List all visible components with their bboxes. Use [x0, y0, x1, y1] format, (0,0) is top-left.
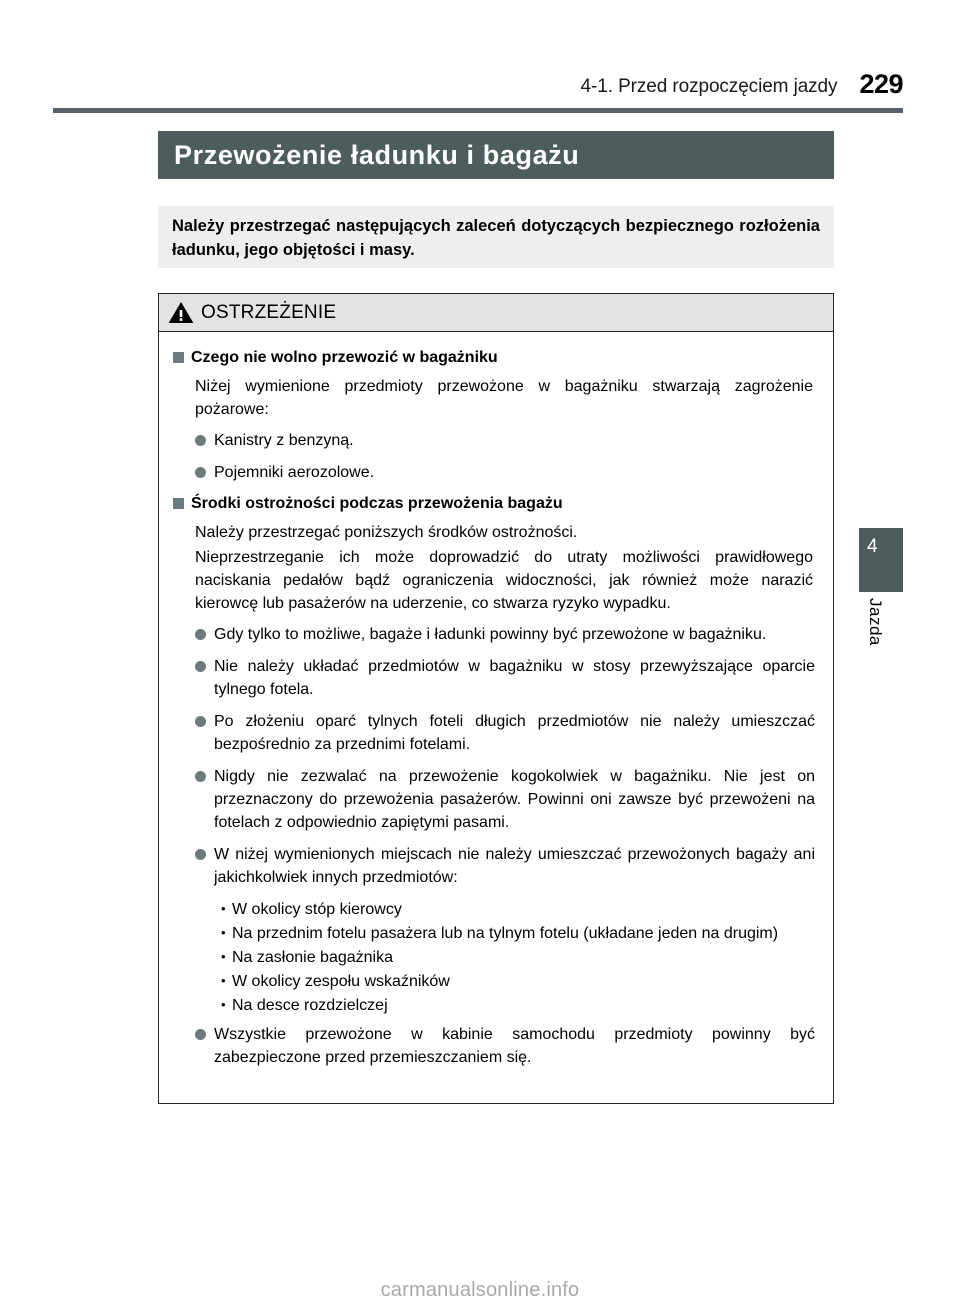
footer	[0, 1279, 960, 1302]
chapter-tab-box	[859, 528, 903, 592]
sub-list-item-label: Na przednim fotelu pasażera lub na tylnym fotelu (układane jeden na drugim)	[232, 925, 779, 942]
warning-subheading	[173, 493, 815, 514]
list-item-label: Gdy tylko to możliwe, bagaże i ładunki powinny być przewożone w bagażniku.	[214, 626, 767, 643]
square-bullet-icon	[173, 352, 184, 363]
warning-label: OSTRZEŻENIE	[201, 302, 337, 323]
chapter-tab-label	[859, 596, 903, 716]
list-item-label: W niżej wymienionych miejscach nie należy umieszczać przewożonych bagaży ani jakichkolwiek innych przedmiotów:	[214, 846, 815, 886]
list-item	[195, 623, 815, 646]
list-item-label: Wszystkie przewożone w kabinie samochodu przedmioty powinny być zabezpieczone przed przemieszczaniem się.	[214, 1026, 815, 1066]
warning-paragraph: Nieprzestrzeganie ich może doprowadzić do utraty możliwości prawidłowego naciskania pedałów bądź ograniczenia widoczności, jak również może narazić kierowcę lub pasażerów na uderzenie, co stwarza ryzyko wypadku.	[195, 549, 813, 612]
list-item-label: Nigdy nie zezwalać na przewożenie kogokolwiek w bagażniku. Nie jest on przeznaczony do przewożenia pasażerów. Powinni oni zawsze być przewożeni na fotelach z odpowiednio zapiętymi pasami.	[214, 768, 815, 831]
list-item	[195, 655, 815, 701]
header-divider-rule	[53, 108, 903, 113]
list-item	[195, 843, 815, 889]
list-item	[195, 765, 815, 834]
section-title-bar	[158, 131, 834, 179]
round-bullet-icon	[195, 849, 206, 860]
list-item	[195, 461, 815, 484]
sub-list	[221, 898, 815, 1017]
page-title: Przewożenie ładunku i bagażu	[174, 139, 580, 170]
round-bullet-icon	[195, 716, 206, 727]
round-bullet-icon	[195, 629, 206, 640]
warning-subheading-label: Środki ostrożności podczas przewożenia bagażu	[191, 495, 563, 512]
round-bullet-icon	[195, 1029, 206, 1040]
round-bullet-icon	[195, 467, 206, 478]
sub-list-item: • W okolicy stóp kierowcy	[221, 898, 815, 921]
list-item-label: Pojemniki aerozolowe.	[214, 464, 375, 481]
page-number: 229	[859, 69, 903, 99]
warning-box-body	[159, 332, 833, 1069]
warning-subheading-label: Czego nie wolno przewozić w bagażniku	[191, 349, 498, 366]
page-header	[53, 64, 903, 98]
round-bullet-icon	[195, 771, 206, 782]
intro-panel	[158, 206, 834, 268]
warning-triangle-icon	[168, 301, 194, 324]
sub-list-item: • Na desce rozdzielczej	[221, 994, 815, 1017]
round-bullet-icon	[195, 435, 206, 446]
header-section-title: 4-1. Przed rozpoczęciem jazdy	[580, 76, 838, 97]
square-bullet-icon	[173, 498, 184, 509]
list-item-label: Kanistry z benzyną.	[214, 432, 354, 449]
warning-paragraph: Należy przestrzegać poniższych środków ostrożności.	[195, 524, 578, 541]
warning-subheading	[173, 347, 815, 368]
warning-paragraph: Niżej wymienione przedmioty przewożone w bagażniku stwarzają zagrożenie pożarowe:	[195, 378, 813, 418]
chapter-tab-label-text: Jazda	[866, 598, 885, 646]
footer-watermark: carmanualsonline.info	[380, 1279, 580, 1301]
list-item	[195, 1023, 815, 1069]
list-item-label: Nie należy układać przedmiotów w bagażniku w stosy przewyższające oparcie tylnego fotela.	[214, 658, 815, 698]
list-item	[195, 710, 815, 756]
list-item	[195, 429, 815, 452]
list-item-label: Po złożeniu oparć tylnych foteli długich przedmiotów nie należy umieszczać bezpośrednio za przednimi fotelami.	[214, 713, 815, 753]
intro-text: Należy przestrzegać następujących zaleceń dotyczących bezpiecznego rozłożenia ładunku, jego objętości i masy.	[172, 217, 820, 259]
chapter-tab-number: 4	[867, 536, 878, 557]
warning-box-header	[159, 294, 833, 332]
sub-list-item	[221, 922, 815, 945]
sub-list-item: • Na zasłonie bagażnika	[221, 946, 815, 969]
round-bullet-icon	[195, 661, 206, 672]
warning-box	[158, 293, 834, 1104]
sub-list-item: • W okolicy zespołu wskaźników	[221, 970, 815, 993]
